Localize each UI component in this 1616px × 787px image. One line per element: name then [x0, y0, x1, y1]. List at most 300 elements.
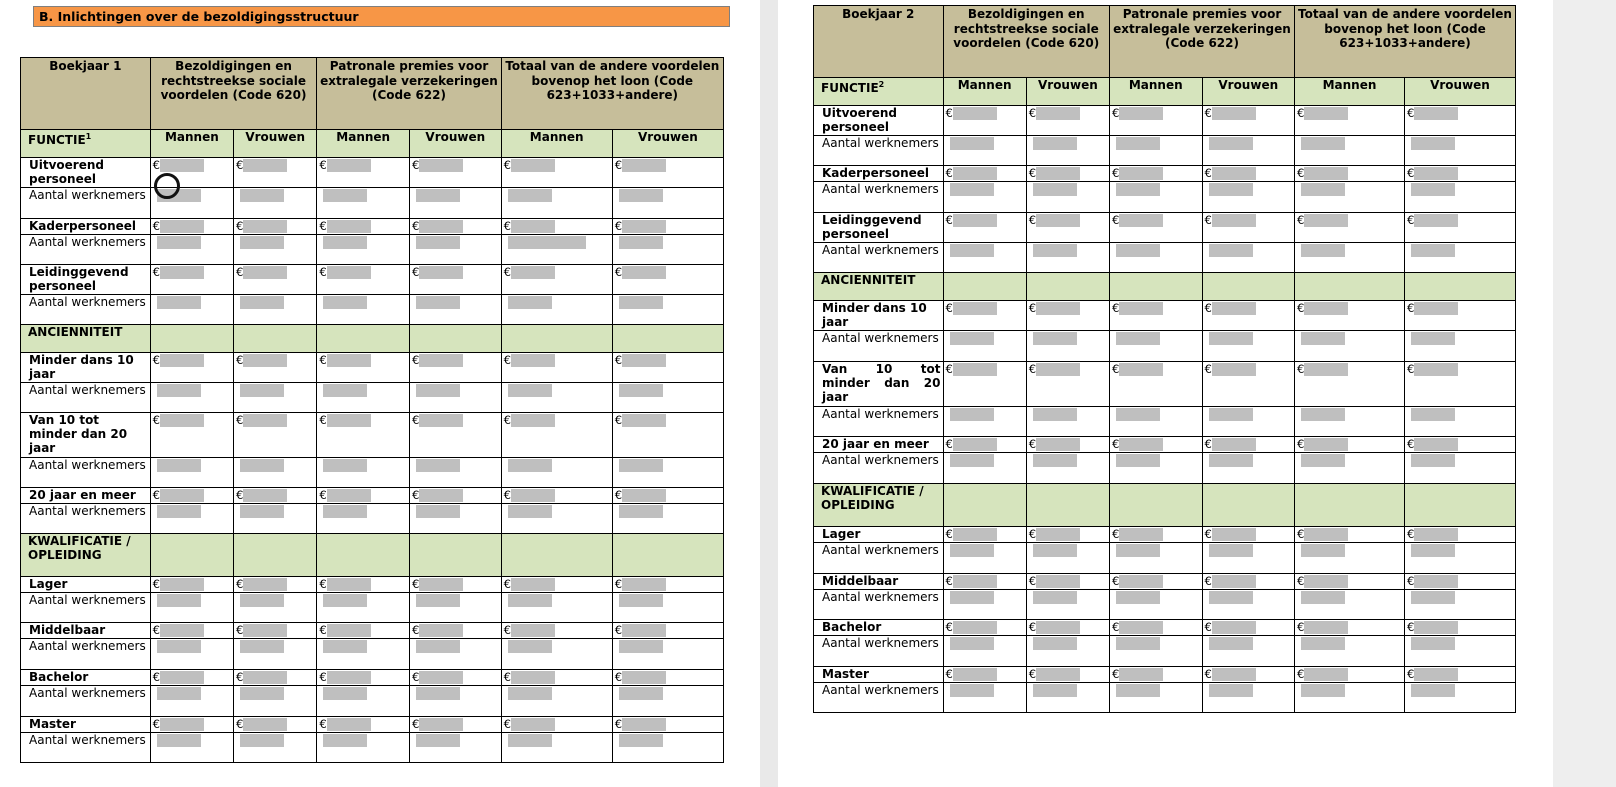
amount-input-field[interactable]	[511, 220, 555, 233]
count-input-field[interactable]	[508, 734, 552, 747]
count-input-field[interactable]	[508, 236, 586, 249]
amount-input-field[interactable]	[1036, 621, 1080, 634]
amount-input-field[interactable]	[243, 718, 287, 731]
count-input-field[interactable]	[1301, 332, 1345, 345]
count-input-field[interactable]	[619, 734, 663, 747]
amount-input-field[interactable]	[1414, 302, 1458, 315]
row-label: Lager	[814, 527, 944, 543]
amount-input-field[interactable]	[953, 167, 997, 180]
amount-input-field[interactable]	[511, 159, 555, 172]
amount-input-field[interactable]	[1119, 438, 1163, 451]
amount-input-field[interactable]	[243, 671, 287, 684]
count-input-field[interactable]	[1033, 454, 1077, 467]
row-label: Aantal werknemers	[21, 686, 151, 717]
amount-input-field[interactable]	[160, 266, 204, 279]
count-input-field[interactable]	[508, 189, 552, 202]
count-input-field[interactable]	[240, 505, 284, 518]
count-input-field[interactable]	[1033, 544, 1077, 557]
count-input-field[interactable]	[508, 687, 552, 700]
amount-cell	[943, 620, 1026, 636]
count-input-field[interactable]	[416, 734, 460, 747]
amount-cell	[234, 623, 317, 639]
amount-input-field[interactable]	[243, 624, 287, 637]
amount-input-field[interactable]	[243, 220, 287, 233]
count-cell	[1295, 243, 1405, 273]
count-input-field[interactable]	[323, 296, 367, 309]
amount-input-field[interactable]	[953, 575, 997, 588]
amount-cell	[234, 670, 317, 686]
count-input-field[interactable]	[416, 236, 460, 249]
amount-input-field[interactable]	[1036, 302, 1080, 315]
count-input-field[interactable]	[950, 544, 994, 557]
count-input-field[interactable]	[1411, 637, 1455, 650]
amount-input-field[interactable]	[1414, 438, 1458, 451]
count-input-field[interactable]	[157, 236, 201, 249]
amount-input-field[interactable]	[622, 578, 666, 591]
amount-input-field[interactable]	[160, 489, 204, 502]
amount-input-field[interactable]	[327, 624, 371, 637]
count-input-field[interactable]	[416, 687, 460, 700]
functie-header: FUNCTIE$^2$	[814, 78, 944, 106]
count-input-field[interactable]	[323, 640, 367, 653]
amount-input-field[interactable]	[1036, 575, 1080, 588]
count-input-field[interactable]	[619, 594, 663, 607]
count-input-field[interactable]	[157, 594, 201, 607]
count-input-field[interactable]	[1033, 183, 1077, 196]
count-input-field[interactable]	[1209, 544, 1253, 557]
count-input-field[interactable]	[1116, 591, 1160, 604]
section-band-row	[21, 325, 724, 353]
count-input-field[interactable]	[240, 459, 284, 472]
amount-cell	[150, 353, 233, 383]
amount-input-field[interactable]	[419, 220, 463, 233]
amount-input-field[interactable]	[953, 107, 997, 120]
amount-input-field[interactable]	[1414, 575, 1458, 588]
count-input-field[interactable]	[950, 408, 994, 421]
amount-input-field[interactable]	[1119, 621, 1163, 634]
amount-input-field[interactable]	[243, 159, 287, 172]
amount-input-field[interactable]	[1119, 528, 1163, 541]
amount-input-field[interactable]	[327, 489, 371, 502]
currency-symbol: €	[945, 620, 953, 634]
count-input-field[interactable]	[1209, 332, 1253, 345]
count-input-field[interactable]	[1209, 244, 1253, 257]
count-input-field[interactable]	[1301, 544, 1345, 557]
amount-input-field[interactable]	[160, 718, 204, 731]
amount-cell	[501, 670, 612, 686]
count-cell	[234, 188, 317, 219]
amount-cell	[943, 213, 1026, 243]
amount-input-field[interactable]	[419, 624, 463, 637]
count-input-field[interactable]	[1301, 454, 1345, 467]
count-input-field[interactable]	[508, 594, 552, 607]
count-input-field[interactable]	[323, 734, 367, 747]
amount-input-field[interactable]	[160, 624, 204, 637]
count-input-field[interactable]	[619, 384, 663, 397]
table-row	[814, 407, 1516, 437]
amount-input-field[interactable]	[160, 578, 204, 591]
amount-input-field[interactable]	[419, 354, 463, 367]
count-input-field[interactable]	[416, 505, 460, 518]
currency-symbol: €	[152, 265, 160, 279]
count-input-field[interactable]	[1301, 137, 1345, 150]
amount-input-field[interactable]	[1119, 668, 1163, 681]
amount-input-field[interactable]	[622, 671, 666, 684]
amount-input-field[interactable]	[1212, 363, 1256, 376]
count-input-field[interactable]	[950, 244, 994, 257]
count-input-field[interactable]	[1301, 244, 1345, 257]
count-input-field[interactable]	[323, 505, 367, 518]
count-input-field[interactable]	[1116, 183, 1160, 196]
amount-input-field[interactable]	[1212, 668, 1256, 681]
amount-input-field[interactable]	[160, 671, 204, 684]
amount-input-field[interactable]	[419, 414, 463, 427]
amount-input-field[interactable]	[327, 159, 371, 172]
count-input-field[interactable]	[1301, 591, 1345, 604]
band-label: KWALIFICATIE / OPLEIDING	[814, 484, 944, 527]
amount-input-field[interactable]	[622, 266, 666, 279]
amount-input-field[interactable]	[1036, 214, 1080, 227]
amount-input-field[interactable]	[1414, 214, 1458, 227]
cursor-ring-icon	[154, 173, 180, 199]
row-label: Uitvoerend personeel	[814, 106, 944, 136]
count-input-field[interactable]	[619, 505, 663, 518]
amount-input-field[interactable]	[327, 718, 371, 731]
count-cell	[1404, 136, 1515, 166]
amount-input-field[interactable]	[511, 624, 555, 637]
count-cell	[410, 733, 502, 763]
amount-input-field[interactable]	[1119, 575, 1163, 588]
count-input-field[interactable]	[416, 384, 460, 397]
count-input-field[interactable]	[240, 640, 284, 653]
count-input-field[interactable]	[157, 459, 201, 472]
amount-input-field[interactable]	[243, 414, 287, 427]
count-input-field[interactable]	[1209, 684, 1253, 697]
currency-symbol: €	[614, 717, 623, 731]
count-input-field[interactable]	[240, 734, 284, 747]
amount-input-field[interactable]	[243, 489, 287, 502]
row-label: Aantal werknemers	[21, 235, 151, 265]
count-input-field[interactable]	[1116, 544, 1160, 557]
amount-cell	[1404, 213, 1515, 243]
count-input-field[interactable]	[1411, 183, 1455, 196]
amount-input-field[interactable]	[327, 414, 371, 427]
amount-cell	[317, 577, 410, 593]
amount-input-field[interactable]	[511, 671, 555, 684]
amount-input-field[interactable]	[1036, 167, 1080, 180]
amount-input-field[interactable]	[1212, 438, 1256, 451]
count-input-field[interactable]	[157, 296, 201, 309]
count-input-field[interactable]	[1411, 591, 1455, 604]
count-input-field[interactable]	[240, 236, 284, 249]
amount-input-field[interactable]	[953, 363, 997, 376]
count-input-field[interactable]	[1209, 408, 1253, 421]
amount-input-field[interactable]	[622, 354, 666, 367]
amount-input-field[interactable]	[419, 578, 463, 591]
amount-input-field[interactable]	[160, 354, 204, 367]
amount-input-field[interactable]	[1212, 528, 1256, 541]
amount-input-field[interactable]	[1036, 107, 1080, 120]
amount-input-field[interactable]	[327, 671, 371, 684]
amount-cell	[410, 623, 502, 639]
amount-input-field[interactable]	[1212, 214, 1256, 227]
count-input-field[interactable]	[1301, 183, 1345, 196]
count-input-field[interactable]	[1116, 244, 1160, 257]
count-input-field[interactable]	[1411, 244, 1455, 257]
amount-input-field[interactable]	[160, 159, 204, 172]
amount-input-field[interactable]	[1414, 668, 1458, 681]
count-input-field[interactable]	[240, 296, 284, 309]
count-input-field[interactable]	[508, 296, 552, 309]
amount-input-field[interactable]	[1304, 363, 1348, 376]
amount-input-field[interactable]	[511, 718, 555, 731]
amount-input-field[interactable]	[511, 578, 555, 591]
count-input-field[interactable]	[619, 296, 663, 309]
count-input-field[interactable]	[240, 384, 284, 397]
amount-input-field[interactable]	[1212, 167, 1256, 180]
count-input-field[interactable]	[950, 332, 994, 345]
amount-cell	[1110, 574, 1203, 590]
count-input-field[interactable]	[1411, 684, 1455, 697]
amount-input-field[interactable]	[1119, 167, 1163, 180]
amount-input-field[interactable]	[1212, 107, 1256, 120]
count-cell	[612, 383, 723, 413]
count-cell	[1295, 543, 1405, 574]
amount-input-field[interactable]	[1212, 302, 1256, 315]
count-input-field[interactable]	[1116, 454, 1160, 467]
amount-input-field[interactable]	[419, 266, 463, 279]
count-input-field[interactable]	[323, 459, 367, 472]
count-input-field[interactable]	[1116, 408, 1160, 421]
amount-cell	[1404, 667, 1515, 683]
amount-input-field[interactable]	[1304, 167, 1348, 180]
amount-input-field[interactable]	[1304, 438, 1348, 451]
mannen-header: Mannen	[943, 78, 1026, 106]
count-input-field[interactable]	[619, 640, 663, 653]
amount-input-field[interactable]	[243, 266, 287, 279]
amount-input-field[interactable]	[622, 624, 666, 637]
count-input-field[interactable]	[1209, 454, 1253, 467]
amount-input-field[interactable]	[1414, 107, 1458, 120]
amount-input-field[interactable]	[953, 621, 997, 634]
count-input-field[interactable]	[240, 594, 284, 607]
amount-cell	[1404, 166, 1515, 182]
amount-input-field[interactable]	[419, 489, 463, 502]
amount-input-field[interactable]	[511, 489, 555, 502]
count-input-field[interactable]	[157, 734, 201, 747]
amount-cell	[1404, 437, 1515, 453]
amount-cell	[1026, 301, 1109, 331]
count-input-field[interactable]	[1411, 454, 1455, 467]
amount-input-field[interactable]	[1119, 363, 1163, 376]
count-input-field[interactable]	[1033, 408, 1077, 421]
currency-symbol: €	[1297, 106, 1305, 120]
amount-input-field[interactable]	[243, 354, 287, 367]
count-input-field[interactable]	[508, 640, 552, 653]
count-input-field[interactable]	[1209, 137, 1253, 150]
amount-input-field[interactable]	[1414, 528, 1458, 541]
amount-input-field[interactable]	[953, 214, 997, 227]
amount-input-field[interactable]	[1119, 302, 1163, 315]
amount-input-field[interactable]	[1036, 438, 1080, 451]
count-input-field[interactable]	[1033, 137, 1077, 150]
amount-input-field[interactable]	[622, 489, 666, 502]
amount-cell	[1404, 574, 1515, 590]
count-input-field[interactable]	[416, 594, 460, 607]
amount-input-field[interactable]	[953, 438, 997, 451]
count-input-field[interactable]	[1411, 408, 1455, 421]
amount-input-field[interactable]	[511, 414, 555, 427]
amount-input-field[interactable]	[1304, 668, 1348, 681]
amount-input-field[interactable]	[1036, 668, 1080, 681]
amount-input-field[interactable]	[622, 220, 666, 233]
amount-input-field[interactable]	[953, 668, 997, 681]
mannen-header: Mannen	[317, 130, 410, 158]
count-input-field[interactable]	[323, 384, 367, 397]
currency-symbol: €	[412, 219, 420, 233]
count-input-field[interactable]	[1411, 137, 1455, 150]
count-input-field[interactable]	[1116, 137, 1160, 150]
amount-input-field[interactable]	[622, 159, 666, 172]
amount-cell	[1202, 106, 1295, 136]
count-input-field[interactable]	[1411, 544, 1455, 557]
amount-input-field[interactable]	[1212, 621, 1256, 634]
count-input-field[interactable]	[950, 183, 994, 196]
amount-cell	[501, 488, 612, 504]
count-input-field[interactable]	[157, 640, 201, 653]
amount-input-field[interactable]	[1119, 214, 1163, 227]
count-input-field[interactable]	[1033, 684, 1077, 697]
currency-symbol: €	[412, 353, 420, 367]
count-input-field[interactable]	[1301, 637, 1345, 650]
count-input-field[interactable]	[1301, 408, 1345, 421]
count-input-field[interactable]	[508, 384, 552, 397]
count-input-field[interactable]	[157, 505, 201, 518]
count-input-field[interactable]	[416, 296, 460, 309]
count-input-field[interactable]	[1209, 591, 1253, 604]
count-cell	[943, 331, 1026, 362]
currency-symbol: €	[945, 213, 953, 227]
count-input-field[interactable]	[950, 637, 994, 650]
currency-symbol: €	[1112, 213, 1120, 227]
currency-symbol: €	[503, 623, 511, 637]
amount-input-field[interactable]	[327, 578, 371, 591]
amount-input-field[interactable]	[1304, 302, 1348, 315]
amount-input-field[interactable]	[622, 718, 666, 731]
amount-input-field[interactable]	[160, 414, 204, 427]
amount-input-field[interactable]	[1304, 575, 1348, 588]
count-input-field[interactable]	[1411, 332, 1455, 345]
count-input-field[interactable]	[416, 189, 460, 202]
count-input-field[interactable]	[323, 236, 367, 249]
amount-input-field[interactable]	[1304, 214, 1348, 227]
amount-input-field[interactable]	[1119, 107, 1163, 120]
count-input-field[interactable]	[416, 459, 460, 472]
count-input-field[interactable]	[1116, 684, 1160, 697]
currency-symbol: €	[1112, 574, 1120, 588]
amount-input-field[interactable]	[953, 528, 997, 541]
amount-input-field[interactable]	[419, 159, 463, 172]
count-input-field[interactable]	[1033, 244, 1077, 257]
amount-input-field[interactable]	[327, 354, 371, 367]
amount-input-field[interactable]	[511, 354, 555, 367]
amount-input-field[interactable]	[622, 414, 666, 427]
amount-input-field[interactable]	[1212, 575, 1256, 588]
count-input-field[interactable]	[950, 684, 994, 697]
amount-input-field[interactable]	[327, 266, 371, 279]
count-input-field[interactable]	[1301, 684, 1345, 697]
amount-input-field[interactable]	[1304, 528, 1348, 541]
count-input-field[interactable]	[1033, 637, 1077, 650]
count-input-field[interactable]	[323, 594, 367, 607]
count-cell	[1404, 331, 1515, 362]
count-input-field[interactable]	[950, 591, 994, 604]
count-cell	[501, 504, 612, 534]
count-input-field[interactable]	[1209, 637, 1253, 650]
salary-structure-table-year2	[813, 5, 1516, 713]
count-input-field[interactable]	[1116, 332, 1160, 345]
count-input-field[interactable]	[619, 687, 663, 700]
amount-input-field[interactable]	[1304, 621, 1348, 634]
amount-cell	[612, 353, 723, 383]
table-row	[814, 166, 1516, 182]
count-cell	[501, 295, 612, 325]
amount-cell	[1295, 527, 1405, 543]
count-input-field[interactable]	[157, 687, 201, 700]
count-input-field[interactable]	[619, 236, 663, 249]
amount-input-field[interactable]	[419, 671, 463, 684]
count-input-field[interactable]	[950, 137, 994, 150]
amount-input-field[interactable]	[1304, 107, 1348, 120]
amount-input-field[interactable]	[1414, 167, 1458, 180]
count-cell	[1026, 636, 1109, 667]
band-cell	[150, 534, 233, 577]
amount-input-field[interactable]	[1414, 363, 1458, 376]
count-cell	[1295, 136, 1405, 166]
count-input-field[interactable]	[323, 189, 367, 202]
amount-input-field[interactable]	[953, 302, 997, 315]
count-input-field[interactable]	[1033, 332, 1077, 345]
amount-input-field[interactable]	[419, 718, 463, 731]
amount-input-field[interactable]	[327, 220, 371, 233]
count-input-field[interactable]	[1209, 183, 1253, 196]
amount-cell	[234, 717, 317, 733]
row-label: Lager	[21, 577, 151, 593]
currency-symbol: €	[1297, 166, 1305, 180]
count-input-field[interactable]	[416, 640, 460, 653]
count-input-field[interactable]	[1033, 591, 1077, 604]
count-input-field[interactable]	[619, 189, 663, 202]
amount-input-field[interactable]	[1414, 621, 1458, 634]
amount-input-field[interactable]	[160, 220, 204, 233]
table-row	[21, 623, 724, 639]
count-input-field[interactable]	[240, 687, 284, 700]
amount-input-field[interactable]	[243, 578, 287, 591]
count-input-field[interactable]	[508, 459, 552, 472]
count-input-field[interactable]	[1116, 637, 1160, 650]
count-input-field[interactable]	[240, 189, 284, 202]
amount-input-field[interactable]	[511, 266, 555, 279]
amount-input-field[interactable]	[1036, 363, 1080, 376]
count-input-field[interactable]	[508, 505, 552, 518]
count-input-field[interactable]	[323, 687, 367, 700]
amount-cell	[612, 413, 723, 458]
amount-input-field[interactable]	[1036, 528, 1080, 541]
amount-cell	[1202, 213, 1295, 243]
count-input-field[interactable]	[619, 459, 663, 472]
count-input-field[interactable]	[157, 384, 201, 397]
count-input-field[interactable]	[950, 454, 994, 467]
